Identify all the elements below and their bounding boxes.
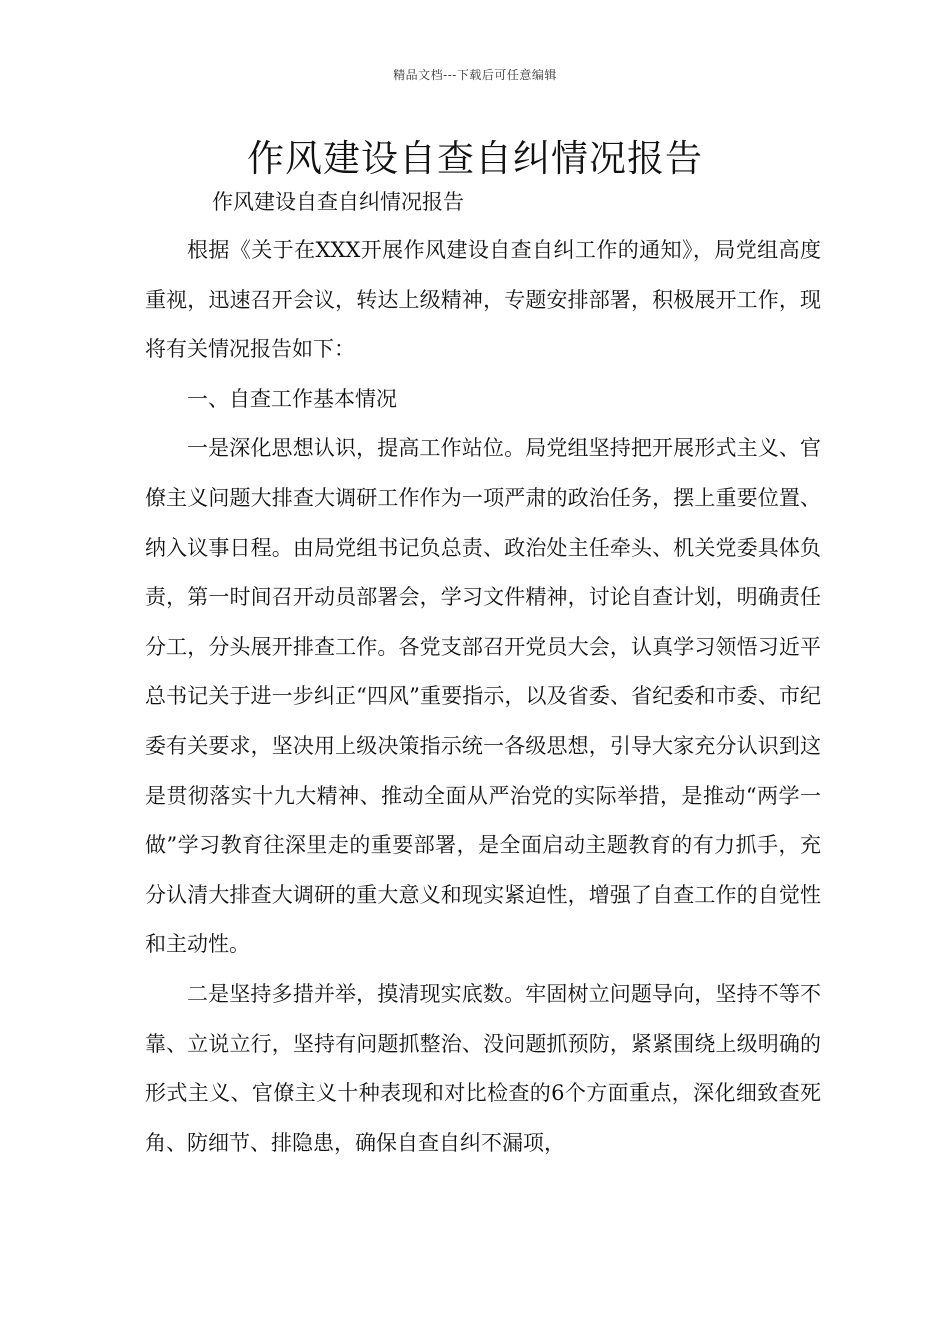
document-subtitle: 作风建设自查自纠情况报告 (212, 190, 464, 214)
section-heading: 一、自查工作基本情况 (187, 386, 397, 411)
paragraph-intro: 根据《关于在XXX开展作风建设自查自纠工作的通知》，局党组高度重视，迅速召开会议，转达上级精神，专题安排部署，积极展开工作，现将有关情况报告如下： (145, 238, 821, 362)
paragraph-point-two: 二是坚持多措并举，摸清现实底数。牢固树立问题导向，坚持不等不靠、立说立行，坚持有问题抓整治、没问题抓预防，紧紧围绕上级明确的形式主义、官僚主义十种表现和对比检查的6个方面重点，深化细致查死角、防细节、排隐患，确保自查自纠不漏项， (145, 981, 821, 1155)
document-title: 作风建设自查自纠情况报告 (247, 137, 703, 180)
header-note: 精品文档---下载后可任意编辑 (393, 68, 557, 82)
paragraph-point-one: 一是深化思想认识，提高工作站位。局党组坚持把开展形式主义、官僚主义问题大排查大调研工作作为一项严肃的政治任务，摆上重要位置、纳入议事日程。由局党组书记负总责、政治处主任牵头、机关党委具体负责，第一时间召开动员部署会，学习文件精神，讨论自查计划，明确责任分工，分头展开排查工作。各党支部召开党员大会，认真学习领悟习近平总书记关于进一步纠正“四风”重要指示，以及省委、省纪委和市委、市纪委有关要求，坚决用上级决策指示统一各级思想，引导大家充分认识到这是贯彻落实十九大精神、推动全面从严治党的实际举措，是推动“两学一做”学习教育往深里走的重要部署，是全面启动主题教育的有力抓手，充分认清大排查大调研的重大意义和现实紧迫性，增强了自查工作的自觉性和主动性。 (145, 436, 821, 957)
document-body (145, 226, 821, 1168)
